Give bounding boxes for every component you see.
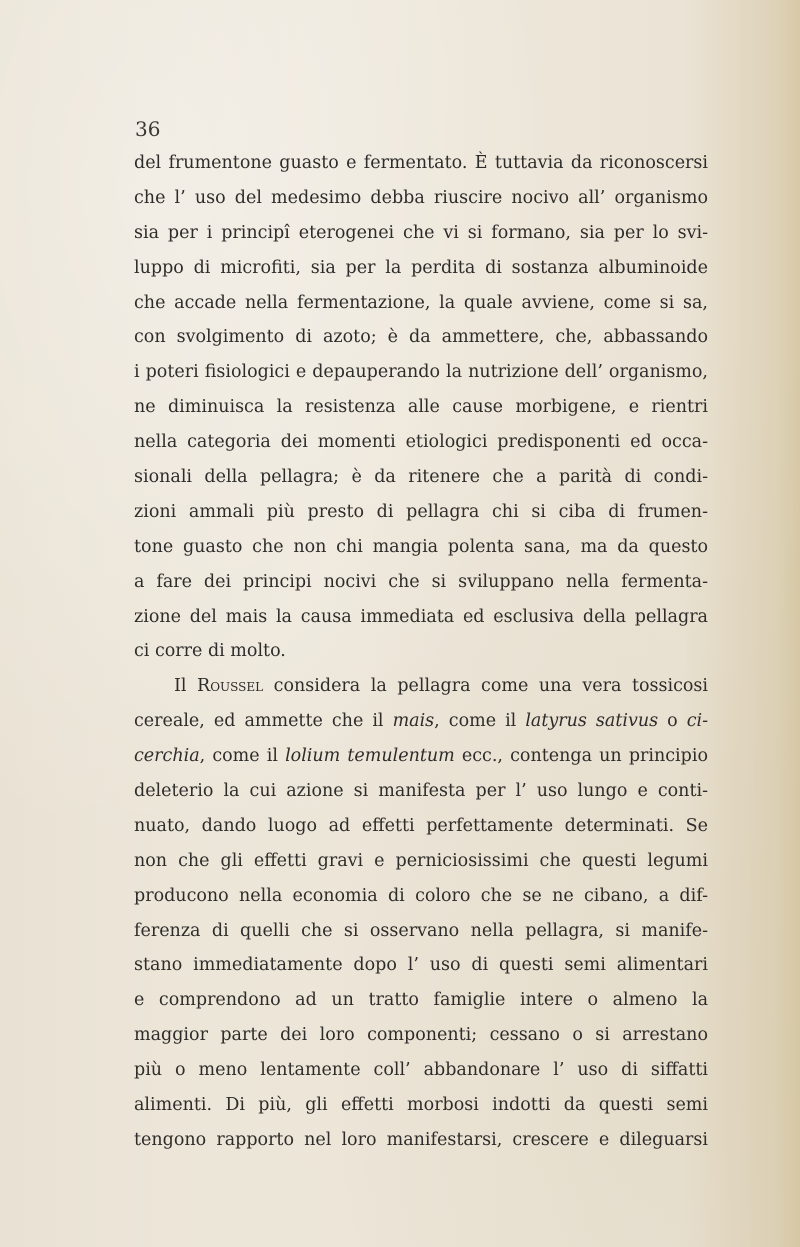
italic-term: cerchia [134, 746, 200, 767]
text-line [134, 739, 708, 774]
author-name: Roussel [197, 676, 264, 697]
text-line: sia per i principî eterogenei che vi si formano, sia per lo svi- [134, 222, 708, 243]
text-run: considera la pellagra come una vera tossicosi [263, 676, 708, 697]
text-line: che l’ uso del medesimo debba riuscire nocivo all’ organismo [134, 187, 708, 208]
text-line: e comprendono ad un tratto famiglie intere o almeno la [134, 990, 708, 1011]
text-line: ferenza di quelli che si osservano nella pellagra, si manife- [134, 920, 708, 941]
text-run: ecc., contenga un principio [454, 746, 708, 767]
text-line: non che gli effetti gravi e perniciosissimi che questi legumi [134, 850, 708, 871]
text-run: cereale, ed ammette che il [134, 711, 393, 732]
text-line: ne diminuisca la resistenza alle cause morbigene, e rientri [134, 397, 708, 418]
text-run: , come il [434, 711, 526, 732]
italic-term: ci- [686, 711, 708, 732]
paragraph-end-line: ci corre di molto. [134, 641, 286, 662]
text-run: o [658, 711, 687, 732]
text-line: alimenti. Di più, gli effetti morbosi indotti da questi semi [134, 1095, 708, 1116]
text-run: Il [174, 676, 198, 697]
text-line: che accade nella fermentazione, la quale avviene, come si sa, [134, 292, 708, 313]
text-line: a fare dei principi nocivi che si sviluppano nella fermenta- [134, 571, 708, 592]
text-line: con svolgimento di azoto; è da ammettere, che, abbassando [134, 327, 708, 348]
italic-term: latyrus sativus [525, 711, 659, 732]
page-number: 36 [135, 117, 161, 141]
paragraph-start-line [134, 669, 708, 704]
text-line: tone guasto che non chi mangia polenta sana, ma da questo [134, 536, 708, 557]
text-line: i poteri fisiologici e depauperando la nutrizione dell’ organismo, [134, 362, 708, 383]
text-line: del frumentone guasto e fermentato. È tuttavia da riconoscersi [134, 153, 708, 173]
text-line: producono nella economia di coloro che se ne cibano, a dif- [134, 885, 708, 906]
text-line: nella categoria dei momenti etiologici predisponenti ed occa- [134, 432, 708, 453]
text-line: maggior parte dei loro componenti; cessano o si arrestano [134, 1025, 708, 1046]
text-line: nuato, dando luogo ad effetti perfettamente determinati. Se [134, 815, 708, 836]
text-line: tengono rapporto nel loro manifestarsi, crescere e dileguarsi [134, 1129, 708, 1150]
text-run: , come il [199, 746, 286, 767]
text-line: zione del mais la causa immediata ed esclusiva della pellagra [134, 606, 708, 627]
italic-term: mais [392, 711, 435, 732]
text-line: zioni ammali più presto di pellagra chi si ciba di frumen- [134, 501, 708, 522]
italic-term: lolium temulentum [285, 746, 455, 767]
text-line: luppo di microfiti, sia per la perdita di sostanza albuminoide [134, 257, 708, 278]
body-text [134, 146, 708, 1158]
text-line: deleterio la cui azione si manifesta per l’ uso lungo e conti- [134, 781, 708, 802]
text-line: più o meno lentamente coll’ abbandonare l’ uso di siffatti [134, 1060, 708, 1081]
text-line: stano immediatamente dopo l’ uso di questi semi alimentari [134, 955, 708, 976]
text-line: sionali della pellagra; è da ritenere che a parità di condi- [134, 467, 708, 488]
text-line [134, 704, 708, 739]
